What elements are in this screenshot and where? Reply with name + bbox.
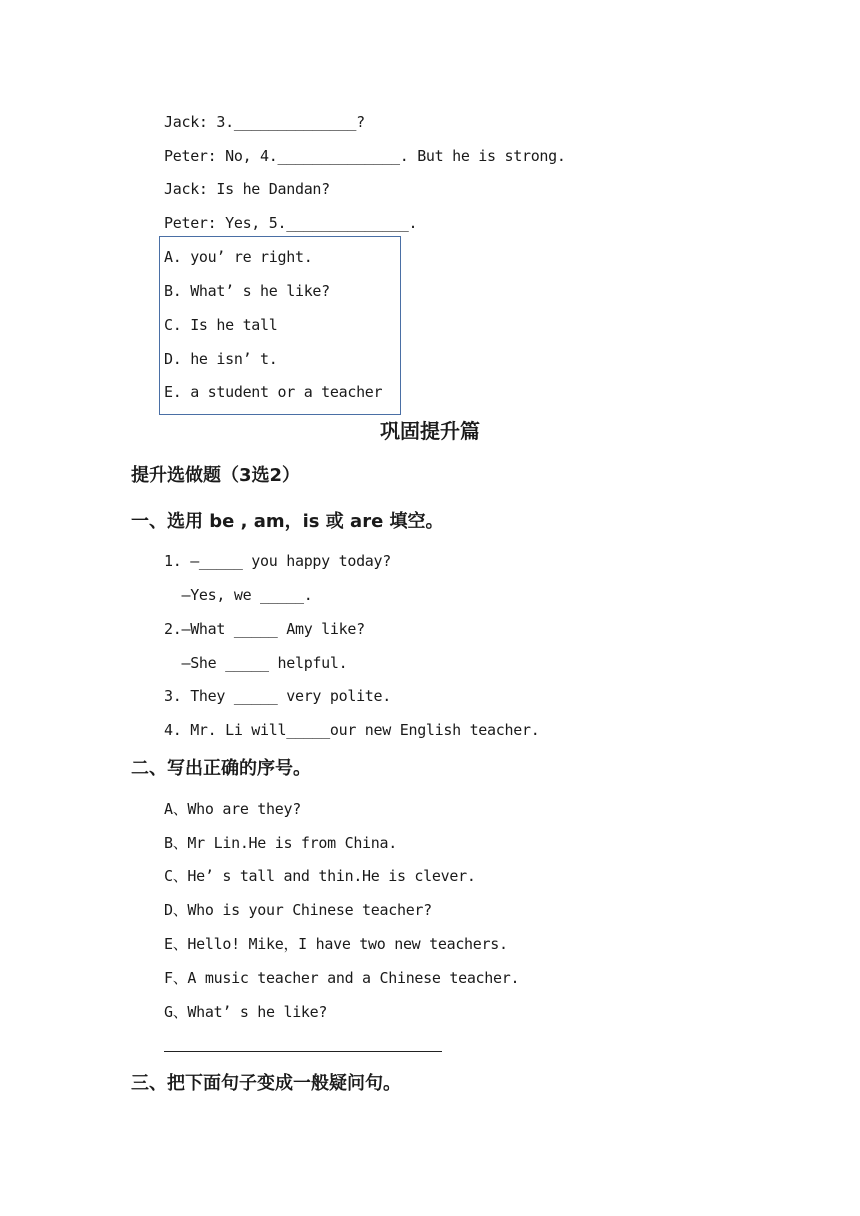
part2-heading: 二、写出正确的序号。 (131, 758, 311, 779)
part1-item: —Yes, we _____. (164, 586, 313, 604)
dialogue-line: Peter: Yes, 5.______________. (164, 214, 418, 232)
dialogue-line: Jack: Is he Dandan? (164, 180, 330, 198)
section-title: 巩固提升篇 (380, 419, 480, 443)
part2-item: B、Mr Lin.He is from China. (164, 834, 397, 852)
answer-line (164, 1051, 442, 1052)
part2-item: A、Who are they? (164, 800, 301, 818)
part2-item: G、What’ s he like? (164, 1003, 328, 1021)
part3-heading: 三、把下面句子变成一般疑问句。 (131, 1073, 401, 1094)
part1-item: 1. —_____ you happy today? (164, 552, 392, 570)
part1-item: 4. Mr. Li will_____our new English teacher. (164, 721, 540, 739)
part2-item: F、A music teacher and a Chinese teacher. (164, 969, 520, 987)
option-item: A. you’ re right. (164, 248, 313, 266)
subtitle: 提升选做题（3选2） (131, 465, 301, 486)
part1-item: 2.—What _____ Amy like? (164, 620, 365, 638)
option-item: E. a student or a teacher (164, 383, 383, 401)
part2-item: D、Who is your Chinese teacher? (164, 901, 432, 919)
part2-item: E、Hello! Mike，I have two new teachers. (164, 935, 508, 953)
part1-item: 3. They _____ very polite. (164, 687, 392, 705)
part2-item: C、He’ s tall and thin.He is clever. (164, 867, 476, 885)
dialogue-line: Peter: No, 4.______________. But he is strong. (164, 147, 566, 165)
option-item: C. Is he tall (164, 316, 278, 334)
part1-item: —She _____ helpful. (164, 654, 348, 672)
dialogue-line: Jack: 3.______________? (164, 113, 365, 131)
part1-heading: 一、选用 be , am，is 或 are 填空。 (131, 511, 444, 532)
option-item: D. he isn’ t. (164, 350, 278, 368)
option-item: B. What’ s he like? (164, 282, 330, 300)
